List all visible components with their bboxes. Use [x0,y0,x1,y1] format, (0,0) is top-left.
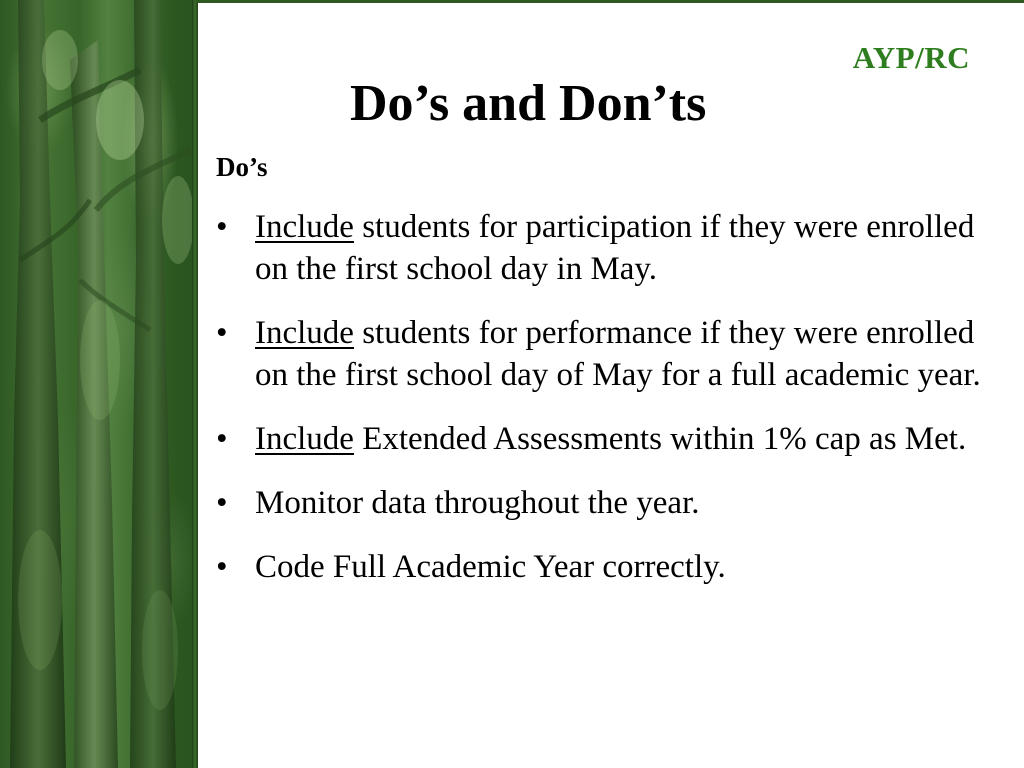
bullet-dot-icon: • [216,549,228,585]
bullet-text: students for participation if they were enrolled on the first school day in May. [255,209,975,287]
bullet-dot-icon: • [216,485,228,521]
bullet-text: Monitor data throughout the year. [255,485,700,521]
bullet-lead-word: Include [255,209,354,245]
list-item [216,482,986,524]
forest-trees-graphic [0,0,196,768]
slide-title: Do’s and Don’ts [350,75,707,132]
list-item [216,206,986,290]
bullet-list [216,206,986,610]
list-item [216,546,986,588]
bullet-dot-icon: • [216,315,228,351]
section-heading: Do’s [216,152,268,182]
list-item [216,418,986,460]
list-item [216,312,986,396]
top-border-line [196,0,1024,3]
panel-divider [192,0,198,768]
bullet-lead-word: Include [255,315,354,351]
bullet-text: Code Full Academic Year correctly. [255,549,726,585]
bullet-text: students for performance if they were enrolled on the first school day of May for a full academic year. [255,315,981,393]
bullet-text: Extended Assessments within 1% cap as Met. [353,421,967,457]
corner-label: AYP/RC [852,40,970,75]
bullet-dot-icon: • [216,421,228,457]
forest-image-panel [0,0,196,768]
bullet-lead-word: Include [255,421,354,457]
bullet-dot-icon: • [216,209,228,245]
